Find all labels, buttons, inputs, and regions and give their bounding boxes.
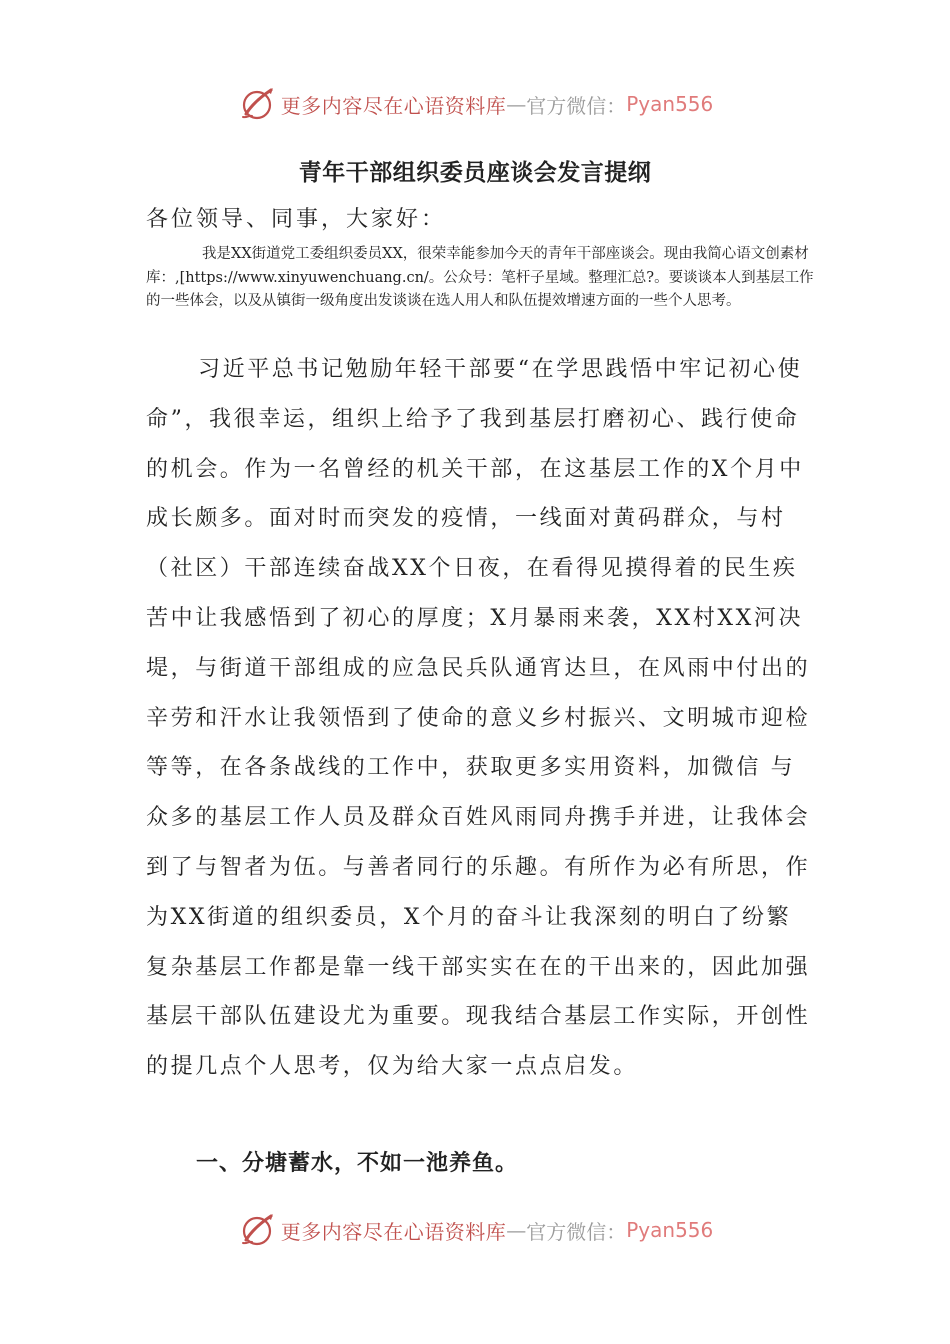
banner-slogan: 更多内容尽在心语资料库 (280, 1219, 507, 1244)
greeting-line: 各位领导、同事，大家好： (146, 207, 447, 232)
intro-paragraph: 我是XX街道党工委组织委员XX，很荣幸能参加今天的青年干部座谈会。现由我简心语文创素材库：,[https://www.xinyuwenchuang.cn/。公众号：笔杆子星域。整理汇总?。要谈谈本人到基层工作的一些体会，以及从镇街一级角度出发谈谈在选人用人和队伍提效增速方面的一些个人思考。 (146, 246, 814, 309)
banner-wechat-label: 官方微信： (526, 1219, 627, 1244)
footer-watermark-banner (0, 1210, 950, 1250)
banner-wechat-id: Pyan556 (626, 1218, 714, 1242)
banner-wechat-id: Pyan556 (626, 92, 714, 116)
banner-slogan: 更多内容尽在心语资料库 (280, 93, 507, 118)
banner-separator: — (506, 1218, 527, 1242)
section-heading-one: 一、分塘蓄水，不如一池养鱼。 (196, 1151, 519, 1176)
body-paragraph: 习近平总书记勉励年轻干部要“在学思践悟中牢记初心使命”，我很幸运，组织上给予了我到基层打磨初心、践行使命的机会。作为一名曾经的机关干部，在这基层工作的X个月中成长颇多。面对时而突发的疫情，一线面对黄码群众，与村（社区）干部连续奋战XX个日夜，在看得见摸得着的民生疾苦中让我感悟到了初心的厚度；X月暴雨来袭，XX村XX河决堤，与街道干部组成的应急民兵队通宵达旦，在风雨中付出的辛劳和汗水让我领悟到了使命的意义乡村振兴、文明城市迎检等等，在各条战线的工作中，获取更多实用资料，加微信 与众多的基层工作人员及群众百姓风雨同舟携手并进，让我体会到了与智者为伍。与善者同行的乐趣。有所作为必有所思，作为XX街道的组织委员，X个月的奋斗让我深刻的明白了纷繁复杂基层工作都是靠一线干部实实在在的干出来的，因此加强基层干部队伍建设尤为重要。现我结合基层工作实际，开创性的提几点个人思考，仅为给大家一点点启发。 (146, 357, 811, 1080)
banner-separator: — (506, 92, 527, 116)
header-watermark-banner (0, 84, 950, 124)
banner-wechat-label: 官方微信： (526, 93, 627, 118)
document-title: 青年干部组织委员座谈会发言提纲 (298, 160, 652, 186)
pen-logo-icon (237, 1210, 277, 1250)
pen-logo-icon (237, 84, 277, 124)
